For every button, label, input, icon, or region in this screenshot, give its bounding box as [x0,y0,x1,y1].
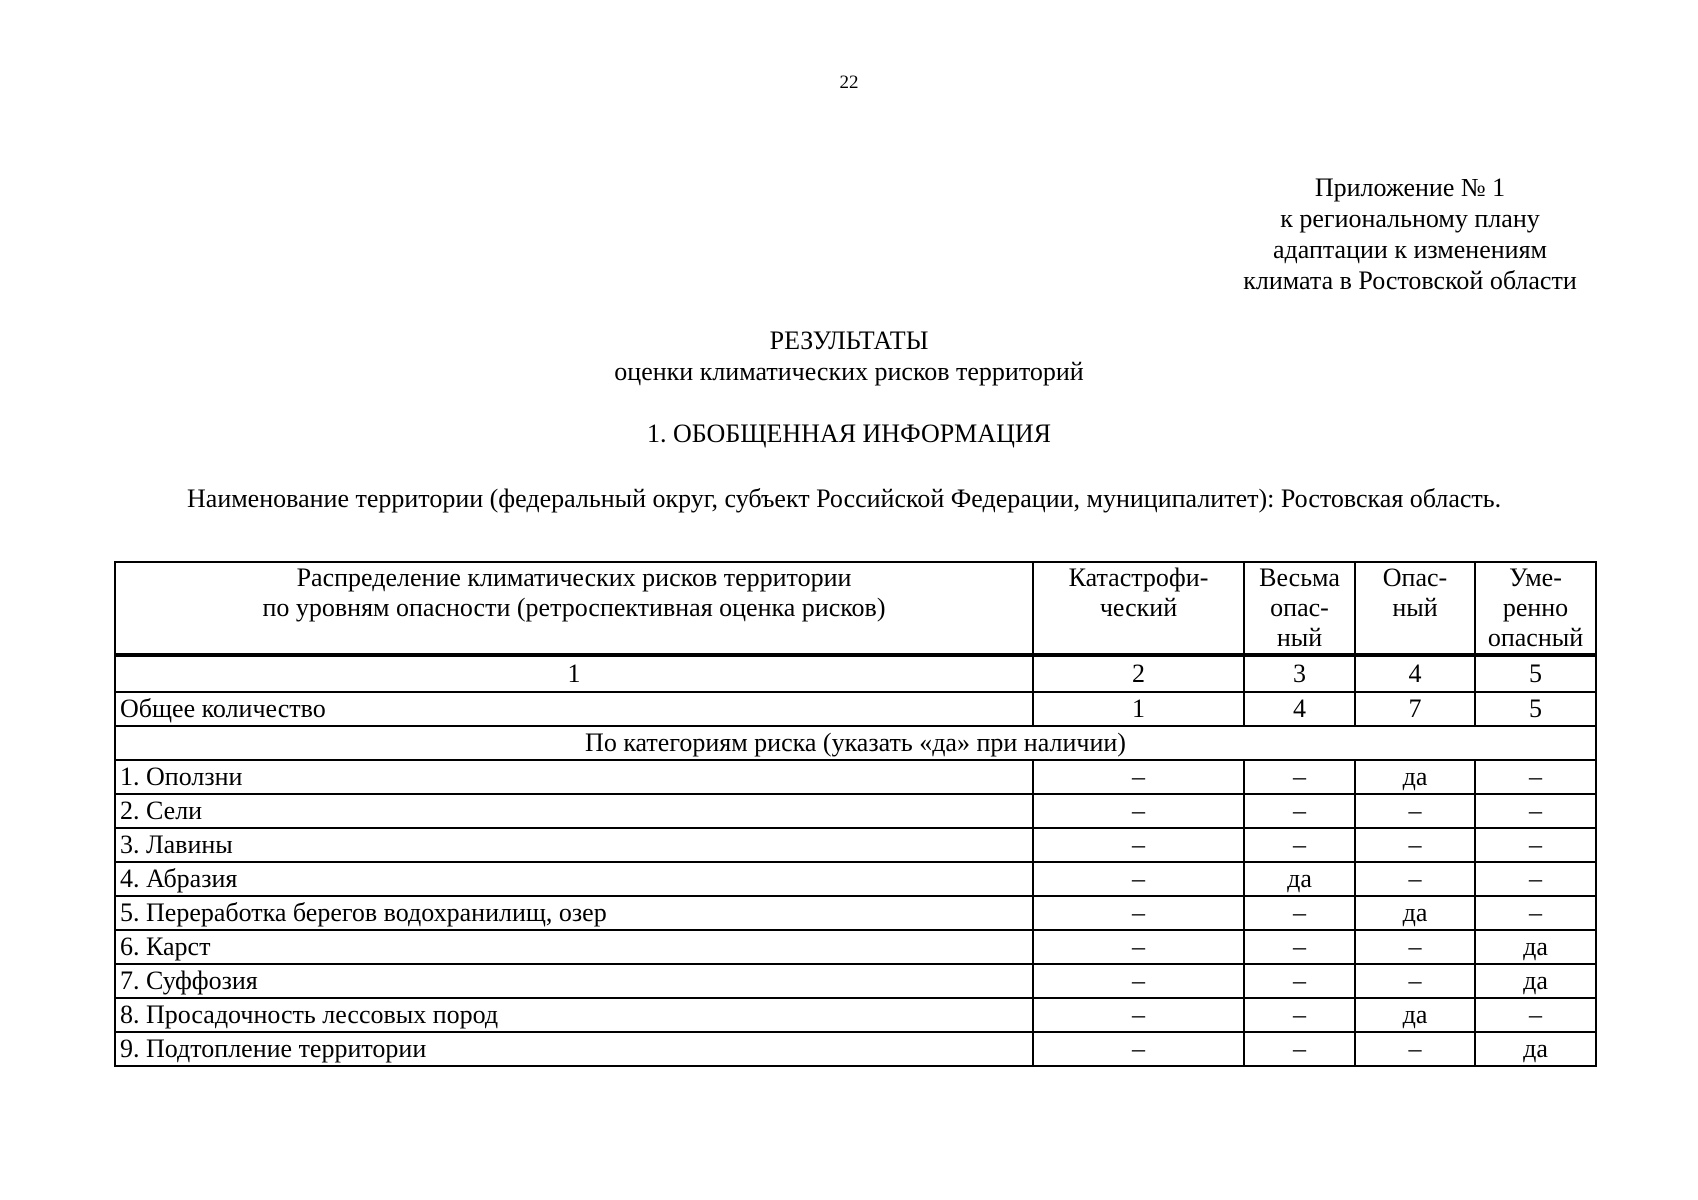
table-row [115,760,1596,794]
table-cell: – [1475,896,1596,930]
table-cell: – [1355,1032,1475,1066]
row-label: 2. Сели [115,794,1033,828]
table-cell: – [1244,794,1355,828]
row-label: 3. Лавины [115,828,1033,862]
table-cell: – [1244,998,1355,1032]
header-cell [115,562,1033,655]
table-cell: – [1244,760,1355,794]
title-heading: РЕЗУЛЬТАТЫ [769,326,929,355]
table-cell: да [1475,1032,1596,1066]
appendix-note [1180,172,1640,296]
header-text: Весьма [1259,563,1340,592]
header-text: ренно [1502,593,1569,622]
table-cell: – [1033,896,1244,930]
header-text: Опас- [1382,563,1448,592]
column-number: 5 [1475,655,1596,692]
header-text: по уровням опасности (ретроспективная оценка рисков) [262,593,886,622]
table-cell: 7 [1355,692,1475,726]
table-cell: – [1244,828,1355,862]
table-cell: – [1244,896,1355,930]
column-number: 2 [1033,655,1244,692]
territory-paragraph: Наименование территории (федеральный округ, субъект Российской Федерации, муниципалитет): Ростовская область. [187,484,1502,513]
row-label: 4. Абразия [115,862,1033,896]
table-cell: – [1033,998,1244,1032]
table-cell: – [1033,862,1244,896]
page-number: 22 [839,72,859,93]
header-text: Катастрофи- [1068,563,1209,592]
category-header: По категориям риска (указать «да» при наличии) [115,726,1596,760]
header-cell [1355,562,1475,655]
row-label: 9. Подтопление территории [115,1032,1033,1066]
table-cell: – [1033,760,1244,794]
table-cell: – [1033,930,1244,964]
table-header-row [115,562,1596,655]
header-text: ный [1392,593,1438,622]
column-number: 4 [1355,655,1475,692]
table-cell: да [1355,896,1475,930]
table-cell: – [1355,964,1475,998]
header-cell [1244,562,1355,655]
appendix-line: Приложение № 1 [1314,173,1506,202]
table-cell: – [1355,862,1475,896]
table-cell: – [1033,828,1244,862]
risk-table [114,561,1597,1067]
table-cell: – [1355,828,1475,862]
header-text: опас- [1270,593,1329,622]
row-label: 8. Просадочность лессовых пород [115,998,1033,1032]
table-row [115,964,1596,998]
table-row [115,828,1596,862]
table-row [115,794,1596,828]
table-cell: – [1244,964,1355,998]
document-title [0,325,1698,387]
section-title: 1. ОБОБЩЕННАЯ ИНФОРМАЦИЯ [647,419,1051,448]
table-cell: да [1475,930,1596,964]
table-cell: да [1475,964,1596,998]
header-text: Уме- [1509,563,1562,592]
table-cell: да [1244,862,1355,896]
table-cell: 5 [1475,692,1596,726]
total-row [115,692,1596,726]
header-text: ческий [1099,593,1178,622]
header-cell [1475,562,1596,655]
header-text: Распределение климатических рисков территории [296,563,852,592]
table-cell: – [1355,930,1475,964]
table-row [115,862,1596,896]
table-cell: да [1355,760,1475,794]
column-number: 1 [115,655,1033,692]
table-cell: – [1355,794,1475,828]
appendix-line: адаптации к изменениям [1273,235,1547,264]
table-cell: 1 [1033,692,1244,726]
row-label: Общее количество [115,692,1033,726]
table-cell: – [1475,998,1596,1032]
table-cell: да [1355,998,1475,1032]
header-cell [1033,562,1244,655]
appendix-line: климата в Ростовской области [1243,266,1577,295]
table-cell: – [1033,1032,1244,1066]
table-row [115,1032,1596,1066]
table-row [115,896,1596,930]
table-cell: – [1475,794,1596,828]
category-header-row [115,726,1596,760]
row-label: 5. Переработка берегов водохранилищ, озер [115,896,1033,930]
table-cell: – [1244,930,1355,964]
header-text: опасный [1487,623,1584,652]
row-label: 7. Суффозия [115,964,1033,998]
table-cell: – [1033,794,1244,828]
table-row [115,998,1596,1032]
column-number: 3 [1244,655,1355,692]
row-label: 6. Карст [115,930,1033,964]
table-cell: 4 [1244,692,1355,726]
table-cell: – [1475,828,1596,862]
title-subheading: оценки климатических рисков территорий [614,357,1084,386]
table-cell: – [1475,862,1596,896]
table-cell: – [1033,964,1244,998]
column-number-row [115,655,1596,692]
table-cell: – [1244,1032,1355,1066]
header-text: ный [1276,623,1323,652]
row-label: 1. Оползни [115,760,1033,794]
table-cell: – [1475,760,1596,794]
table-row [115,930,1596,964]
appendix-line: к региональному плану [1280,204,1540,233]
